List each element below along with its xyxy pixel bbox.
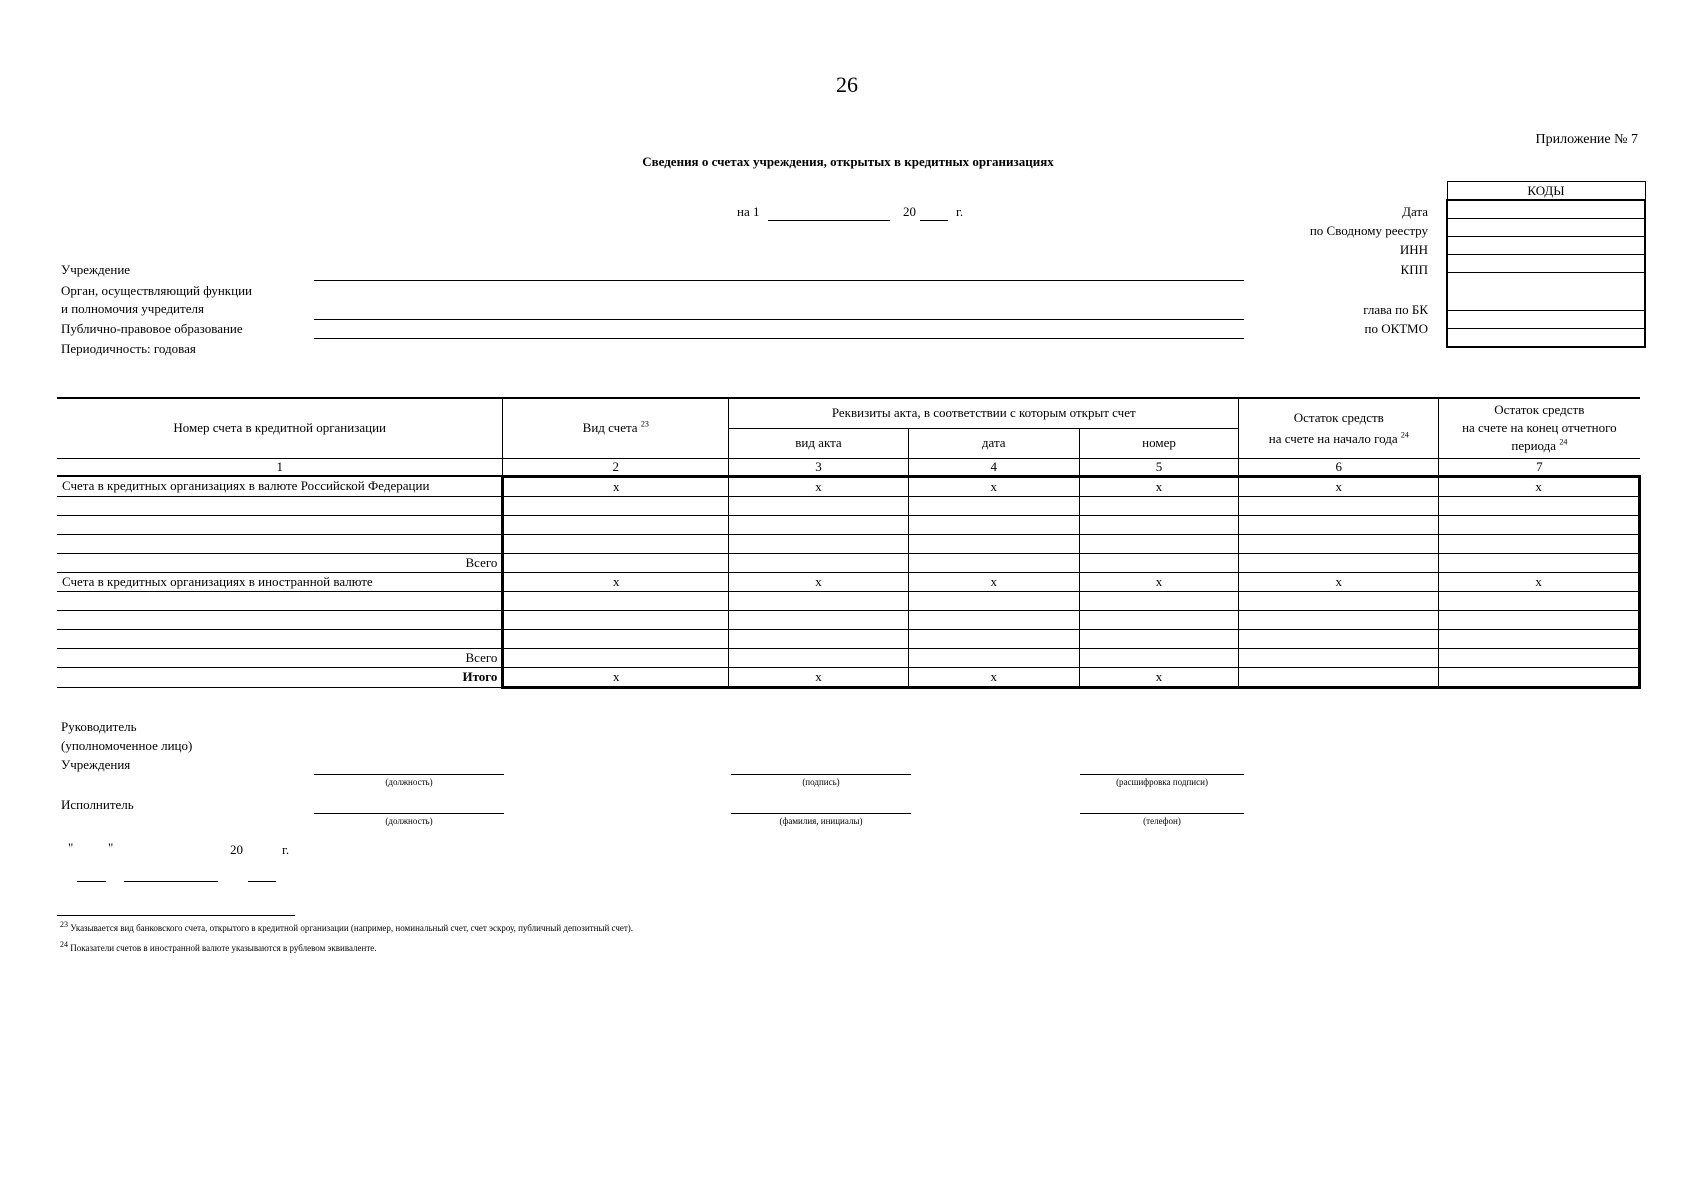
header-act-type: вид акта bbox=[729, 428, 909, 458]
table-row bbox=[57, 667, 1640, 687]
column-number: 7 bbox=[1439, 458, 1640, 476]
input-cell[interactable] bbox=[908, 629, 1079, 648]
executor-label: Исполнитель bbox=[61, 797, 134, 812]
input-cell[interactable] bbox=[1239, 667, 1439, 687]
header-act-details: Реквизиты акта, в соответствии с которым открыт счет bbox=[729, 398, 1239, 428]
input-cell[interactable] bbox=[1439, 667, 1640, 687]
input-cell[interactable] bbox=[1079, 629, 1239, 648]
code-cell-bk[interactable] bbox=[1447, 273, 1645, 311]
executor-position-field[interactable] bbox=[314, 813, 504, 814]
table-row bbox=[57, 610, 1640, 629]
x-mark: х bbox=[908, 667, 1079, 687]
input-cell[interactable] bbox=[503, 515, 729, 534]
footnote-23 bbox=[60, 920, 634, 934]
input-cell[interactable] bbox=[1079, 534, 1239, 553]
sign-date-quote-close: " bbox=[108, 840, 114, 855]
x-mark: х bbox=[729, 667, 909, 687]
input-cell[interactable] bbox=[1439, 515, 1640, 534]
column-number: 5 bbox=[1079, 458, 1239, 476]
institution-field[interactable] bbox=[314, 280, 1244, 281]
subtotal-foreign-label: Всего bbox=[57, 648, 503, 667]
head-position-field[interactable] bbox=[314, 774, 504, 775]
code-cell-registry[interactable] bbox=[1447, 219, 1645, 237]
input-cell[interactable] bbox=[1439, 553, 1640, 572]
code-cell-kpp[interactable] bbox=[1447, 255, 1645, 273]
table-row bbox=[57, 534, 1640, 553]
input-cell[interactable] bbox=[1439, 496, 1640, 515]
column-number: 4 bbox=[908, 458, 1079, 476]
footnote-24-text: Показатели счетов в иностранной валюте указываются в рублевом эквиваленте. bbox=[70, 943, 377, 953]
input-cell[interactable] bbox=[57, 496, 503, 515]
grand-total-label: Итого bbox=[57, 667, 503, 687]
input-cell[interactable] bbox=[908, 534, 1079, 553]
head-position-caption: (должность) bbox=[385, 777, 433, 787]
header-account-type: Вид счета $^{23}$ bbox=[503, 398, 729, 458]
header-balance-end: Остаток средств на счете на конец отчетного периода $^{24}$ bbox=[1439, 398, 1640, 458]
executor-name-field[interactable] bbox=[731, 813, 911, 814]
input-cell[interactable] bbox=[1239, 534, 1439, 553]
page-number: 26 bbox=[836, 72, 858, 97]
subtotal-rub-label: Всего bbox=[57, 553, 503, 572]
input-cell[interactable] bbox=[729, 496, 909, 515]
column-number: 1 bbox=[57, 458, 503, 476]
input-cell[interactable] bbox=[908, 515, 1079, 534]
periodicity-label: Периодичность: годовая bbox=[61, 341, 196, 356]
input-cell[interactable] bbox=[1439, 610, 1640, 629]
input-cell[interactable] bbox=[1239, 610, 1439, 629]
input-cell[interactable] bbox=[1439, 534, 1640, 553]
code-label-inn: ИНН bbox=[1399, 242, 1428, 257]
executor-name-caption: (фамилия, инициалы) bbox=[779, 816, 863, 826]
input-cell[interactable] bbox=[729, 648, 909, 667]
head-decoding-caption: (расшифровка подписи) bbox=[1116, 777, 1208, 787]
footnote-24 bbox=[60, 940, 377, 954]
executor-phone-field[interactable] bbox=[1080, 813, 1244, 814]
footnote-23-text: Указывается вид банковского счета, открытого в кредитной организации (например, номинальный счет, счет эскроу, публичный депозитный счет). bbox=[70, 923, 634, 933]
input-cell[interactable] bbox=[908, 648, 1079, 667]
input-cell[interactable] bbox=[1439, 648, 1640, 667]
founder-label-line1: Орган, осуществляющий функции bbox=[61, 283, 252, 298]
input-cell[interactable] bbox=[1079, 648, 1239, 667]
public-entity-field[interactable] bbox=[314, 338, 1244, 339]
code-label-date: Дата bbox=[1402, 204, 1428, 219]
input-cell[interactable] bbox=[908, 496, 1079, 515]
sign-date-day-field[interactable] bbox=[77, 881, 106, 882]
table-row bbox=[57, 553, 1640, 572]
x-mark: х bbox=[1079, 476, 1239, 496]
input-cell[interactable] bbox=[908, 610, 1079, 629]
input-cell[interactable] bbox=[1079, 515, 1239, 534]
input-cell[interactable] bbox=[1239, 496, 1439, 515]
x-mark: х bbox=[503, 476, 729, 496]
x-mark: х bbox=[503, 667, 729, 687]
input-cell[interactable] bbox=[729, 534, 909, 553]
input-cell[interactable] bbox=[503, 553, 729, 572]
input-cell[interactable] bbox=[57, 515, 503, 534]
input-cell[interactable] bbox=[729, 515, 909, 534]
code-label-registry: по Сводному реестру bbox=[1309, 223, 1428, 238]
input-cell[interactable] bbox=[1239, 591, 1439, 610]
input-cell[interactable] bbox=[57, 629, 503, 648]
table-row bbox=[57, 572, 1640, 591]
date-year-prefix: 20 bbox=[903, 204, 916, 219]
x-mark: х bbox=[908, 572, 1079, 591]
input-cell[interactable] bbox=[503, 591, 729, 610]
footnote-23-mark: 23 bbox=[60, 920, 68, 929]
codes-box bbox=[1446, 181, 1646, 348]
head-signature-field[interactable] bbox=[731, 774, 911, 775]
code-cell-date[interactable] bbox=[1447, 200, 1645, 219]
section-foreign-label: Счета в кредитных организациях в иностранной валюте bbox=[57, 572, 503, 591]
header-balance-start: Остаток средств на счете на начало года $^{24}$ bbox=[1239, 398, 1439, 458]
date-year-field[interactable] bbox=[920, 220, 948, 221]
input-cell[interactable] bbox=[57, 610, 503, 629]
table-row bbox=[57, 515, 1640, 534]
x-mark: х bbox=[729, 572, 909, 591]
x-mark: х bbox=[908, 476, 1079, 496]
section-rub-label: Счета в кредитных организациях в валюте Российской Федерации bbox=[57, 476, 503, 496]
head-signature-caption: (подпись) bbox=[802, 777, 840, 787]
head-label-line1: Руководитель bbox=[61, 719, 137, 734]
sign-date-year-field[interactable] bbox=[248, 881, 276, 882]
date-day-month-field[interactable] bbox=[768, 220, 890, 221]
sign-date-suffix: г. bbox=[282, 842, 290, 857]
input-cell[interactable] bbox=[1239, 648, 1439, 667]
input-cell[interactable] bbox=[1079, 610, 1239, 629]
input-cell[interactable] bbox=[1439, 591, 1640, 610]
head-label-line3: Учреждения bbox=[61, 757, 131, 772]
code-cell-oktmo[interactable] bbox=[1447, 311, 1645, 329]
input-cell[interactable] bbox=[503, 629, 729, 648]
header-account-number: Номер счета в кредитной организации bbox=[57, 398, 503, 458]
table-row bbox=[57, 648, 1640, 667]
input-cell[interactable] bbox=[503, 496, 729, 515]
table-row bbox=[57, 496, 1640, 515]
x-mark: х bbox=[1079, 667, 1239, 687]
x-mark: х bbox=[1439, 476, 1640, 496]
founder-field[interactable] bbox=[314, 319, 1244, 320]
code-label-oktmo: по ОКТМО bbox=[1364, 321, 1428, 336]
table-row bbox=[57, 591, 1640, 610]
head-label-line2: (уполномоченное лицо) bbox=[61, 738, 193, 753]
input-cell[interactable] bbox=[1079, 553, 1239, 572]
input-cell[interactable] bbox=[1239, 553, 1439, 572]
table-row bbox=[57, 629, 1640, 648]
sign-date-year-prefix: 20 bbox=[230, 842, 243, 857]
input-cell[interactable] bbox=[1239, 515, 1439, 534]
table-row bbox=[57, 476, 1640, 496]
x-mark: х bbox=[1239, 572, 1439, 591]
date-prefix: на 1 bbox=[737, 204, 760, 219]
executor-phone-caption: (телефон) bbox=[1143, 816, 1181, 826]
code-label-bk: глава по БК bbox=[1363, 302, 1428, 317]
column-number: 6 bbox=[1239, 458, 1439, 476]
header-act-number: номер bbox=[1079, 428, 1239, 458]
institution-label: Учреждение bbox=[61, 262, 131, 277]
header-act-date: дата bbox=[908, 428, 1079, 458]
input-cell[interactable] bbox=[1239, 629, 1439, 648]
input-cell[interactable] bbox=[729, 610, 909, 629]
accounts-table bbox=[57, 397, 1641, 689]
founder-label-line2: и полномочия учредителя bbox=[61, 301, 204, 316]
x-mark: х bbox=[503, 572, 729, 591]
x-mark: х bbox=[1439, 572, 1640, 591]
input-cell[interactable] bbox=[908, 553, 1079, 572]
input-cell[interactable] bbox=[57, 591, 503, 610]
sign-date-quote-open: " bbox=[68, 840, 74, 855]
x-mark: х bbox=[1239, 476, 1439, 496]
date-suffix: г. bbox=[956, 204, 964, 219]
column-number: 2 bbox=[503, 458, 729, 476]
input-cell[interactable] bbox=[503, 648, 729, 667]
x-mark: х bbox=[729, 476, 909, 496]
input-cell[interactable] bbox=[729, 591, 909, 610]
input-cell[interactable] bbox=[57, 534, 503, 553]
input-cell[interactable] bbox=[1439, 629, 1640, 648]
footnote-separator bbox=[57, 915, 295, 916]
sign-date-month-field[interactable] bbox=[124, 881, 218, 882]
appendix-label: Приложение № 7 bbox=[1535, 132, 1638, 147]
document-title: Сведения о счетах учреждения, открытых в кредитных организациях bbox=[642, 154, 1054, 169]
head-decoding-field[interactable] bbox=[1080, 774, 1244, 775]
x-mark: х bbox=[1079, 572, 1239, 591]
column-number: 3 bbox=[729, 458, 909, 476]
executor-position-caption: (должность) bbox=[385, 816, 433, 826]
input-cell[interactable] bbox=[503, 534, 729, 553]
code-label-kpp: КПП bbox=[1400, 262, 1428, 277]
public-entity-label: Публично-правовое образование bbox=[61, 321, 243, 336]
input-cell[interactable] bbox=[729, 629, 909, 648]
code-cell-extra[interactable] bbox=[1447, 329, 1645, 348]
code-cell-inn[interactable] bbox=[1447, 237, 1645, 255]
footnote-24-mark: 24 bbox=[60, 940, 68, 949]
codes-header: КОДЫ bbox=[1447, 182, 1645, 201]
input-cell[interactable] bbox=[1079, 591, 1239, 610]
input-cell[interactable] bbox=[503, 610, 729, 629]
input-cell[interactable] bbox=[1079, 496, 1239, 515]
input-cell[interactable] bbox=[908, 591, 1079, 610]
input-cell[interactable] bbox=[729, 553, 909, 572]
